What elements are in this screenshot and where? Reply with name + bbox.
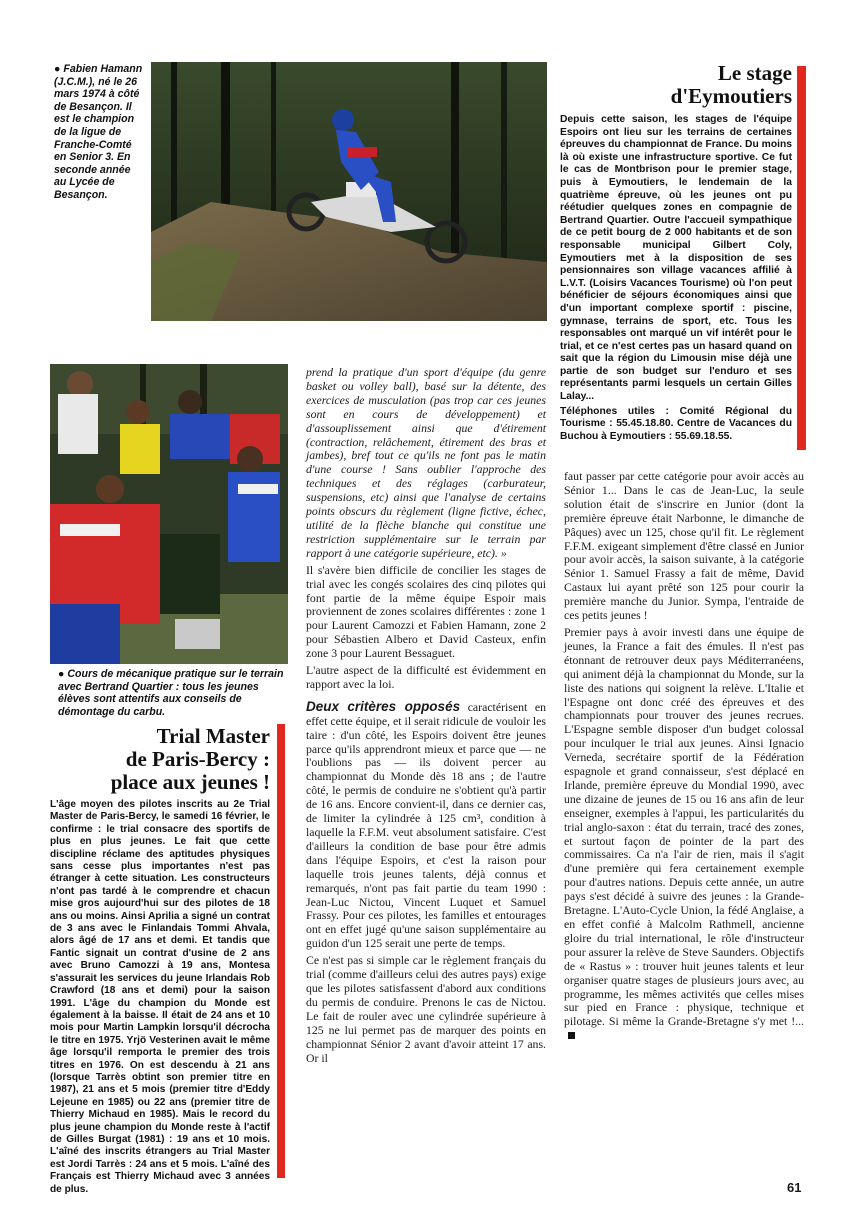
italic-intro: prend la pratique d'un sport d'équipe (du genre basket ou volley ball), basé sur la détente, des exercices de musculation (pas trop car ces jeunes sont en cours de développement) et d'assouplissement ainsi que d'étirement (contraction, relâchement, étirement des bras et jambes), bref tout ce qu'ils ne font pas le matin d'une course ! Sans oublier l'approche des techniques et des réglages (carburateur, suspensions, etc) ainsi que l'analyse de certains points obscurs du règlement (ligne fictive, échec, utilité de la flèche blanche qui constitue une restriction supplémentaire sur le terrain par rapport à une catégorie supérieure, etc). » [306, 365, 546, 560]
sidebar-eymoutiers [560, 62, 792, 443]
paragraph: L'autre aspect de la difficulté est évidemment en rapport avec la loi. [306, 663, 546, 691]
trial-master-title-line3: place aux jeunes ! [110, 770, 270, 794]
caption-text: Cours de mécanique pratique sur le terrain avec Bertrand Quartier : tous les jeunes élèves sont attentifs aux conseils de démontage du carbu. [58, 668, 284, 718]
caption-mechanic-lesson [58, 668, 292, 718]
photo-rider-on-rock [151, 62, 547, 321]
page-number: 61 [787, 1180, 802, 1195]
paragraph: Il s'avère bien difficile de concilier les stages de trial avec les congés scolaires des cinq pilotes qui font partie de la même équipe Espoir mais proviennent de zones scolaires différentes : zone 1 pour Laurent Camozzi et Fabien Hamann, zone 2 pour Sébastien Albero et David Casteux, enfin zone 3 pour Laurent Bessaguet. [306, 562, 546, 661]
trial-master-red-bar [277, 724, 285, 1178]
paragraph-text: Premier pays à avoir investi dans une équipe de jeunes, la France a fait des émules. Il n'est pas étonnant de retrouver deux pays Méditerranéens, qui animent déjà la championnat du Monde, sur la liste des nations qui soignent la relève. L'Italie et l'Espagne ont donc créé des épreuves et des championnats pour trouver des jeunes recrues. L'Espagne semble disposer d'un budget colossal pour inculquer le trial aux jeunes. Ainsi Ignacio Verneda, secrétaire sportif de la Fédération espagnole et grand connaisseur, s'est déplacé en Irlande, première épreuve du Mondial 1990, avec une dizaine de jeunes de 15 ou 16 ans afin de leur enseigner, exemples à l'appui, les particularités du trial anglo-saxon : état du terrain, tracé des zones, et surtout façon de pointer de la part des commissaires. Ca n'a l'air de rien, mais il s'agit d'une première qui fera certainement exemple pour d'autres nations. Depuis cette année, un autre pays s'est décidé à suivre des jeunes : la Grande-Bretagne. L'Auto-Cycle Union, la fédé Anglaise, a en effet confié à Malcolm Rathmell, ancienne gloire du trial international, le rôle d'instructeur pour assurer la relève de Steve Saunders. Objectifs de « Rastus » : trouver huit jeunes talents et leur organiser quatre stages de plusieurs jours avec, au programme, les mêmes activités que celles mises sur pied en France : physique, technique et pilotage. Si même la Grande-Bretagne s'y met !... [564, 624, 804, 1029]
caption-bullet: ● [54, 63, 61, 75]
caption-fabien-hamann [54, 63, 144, 202]
paragraph-text: caractérisent en effet cette équipe, et il serait ridicule de vouloir les taire : d'un côté, les Espoirs doivent être jeunes parce qu'ils apprendront mieux et parce que — ne l'oublions pas — ils doivent percer au championnat du Monde dès 18 ans ; de l'autre côté, le permis de conduire ne s'obtient qu'à partir de 16 ans. Encore convient-il, dans ce dernier cas, de limiter la cylindrée à 125 cm³, condition à laquelle la F.F.M. veut absolument satisfaire. C'est d'ailleurs la condition de base pour être admis dans l'équipe Espoirs, et c'est la raison pour laquelle trois jeunes talents, déjà connus et remarqués, n'ont pas fait partie du team 1990 : Jean-Luc Nictou, Vincent Luquet et Samuel Frassy. Pour ces pilotes, les familles et entourages ont en effet jugé qu'une saison supplémentaire au guidon d'un 125 serait une perte de temps. [306, 699, 547, 951]
paragraph-with-lead [306, 700, 546, 951]
sidebar-title-line2: d'Eymoutiers [670, 84, 792, 108]
paragraph-with-endmark [564, 626, 804, 1043]
trial-master-box [50, 725, 270, 1196]
caption-text: Fabien Hamann (J.C.M.), né le 26 mars 1974 à côté de Besançon. Il est le champion de la ligue de Franche-Comté en Senior 3. En seconde année au Lycée de Besançon. [54, 63, 143, 201]
end-of-article-mark [568, 1032, 575, 1039]
sidebar-body: Depuis cette saison, les stages de l'équipe Espoirs ont lieu sur les terrains de certaines épreuves du championnat de France. Du moins là où existe une infrastructure sportive. Ce fut le cas de Montbrison pour le premier stage, puis à Eymoutiers, le lendemain de la quatrième épreuve, où les jeunes ont pu réétudier quelques zones en compagnie de Bertrand Quartier. Outre l'accueil sympathique de ce petit bourg de 2 000 habitants et de son responsable municipal Gilbert Coly, Eymoutiers met à la disposition de ses pensionnaires son village vacances affilié à L.V.T. (Loisirs Vacances Tourisme) où l'on peut bénéficier de séjours économiques ainsi que d'un important complexe sportif : piscine, gymnase, terrains de sport, etc. Tous les responsables ont marqué un vif intérêt pour le trial, et ce n'est certes pas un hasard quand on sait que la région du Limousin mise déjà une partie de son budget sur l'enduro et ses représentants parmi lesquels un certain Gilles Lalay... [560, 114, 792, 403]
trial-master-title-line1: Trial Master [156, 724, 270, 748]
sidebar-red-bar [797, 66, 806, 450]
article-column-right [564, 470, 804, 1046]
trial-master-title-line2: de Paris-Bercy : [125, 747, 270, 771]
paragraph: Ce n'est pas si simple car le règlement français du trial (comme d'ailleurs celui des autres pays) exige que les pilotes satisfassent d'abord aux conditions du permis de conduire. Prenons le cas de Nictou. Le fait de rouler avec une cylindrée supérieure à 125 ne lui permet pas de marquer des points en championnat Sénior 2 avant d'avoir atteint 17 ans. Or il [306, 953, 546, 1065]
sidebar-phones: Téléphones utiles : Comité Régional du Tourisme : 55.45.18.80. Centre de Vacances du Buchou à Eymoutiers : 55.69.18.55. [560, 405, 792, 442]
photo-mechanic-lesson [50, 364, 288, 664]
article-column-middle [306, 366, 546, 1068]
paragraph: faut passer par cette catégorie pour avoir accès au Sénior 1... Dans le cas de Jean-Luc, la seule solution était de s'inscrire en Junior (dont la première épreuve était Narbonne, le dimanche de Pâques) avec un 125, chose qu'il fit. Le règlement F.F.M. exigeant simplement d'être classé en Junior pour avoir accès, la saison suivante, à la catégorie Sénior 1. Samuel Frassy a fait de même, David Castaux lui ayant prêté son 125 pour courir la première manche du Junior. Sympa, l'entraide de ces petits jeunes ! [564, 469, 804, 623]
trial-master-body: L'âge moyen des pilotes inscrits au 2e Trial Master de Paris-Bercy, le samedi 16 février, le confirme : le trial consacre des sportifs de plus en plus jeunes. Le fait que cette discipline réclame des aptitudes physiques sans cesse plus importantes n'est pas étranger à cette situation. Les constructeurs n'ont pas tardé à le comprendre et chacun mise gros aujourd'hui sur des pilotes de 18 ans ou moins. Ainsi Aprilia a signé un contrat de 3 ans avec le Finlandais Tommi Ahvala, alors âgé de 17 ans et demi. Et tandis que Fantic signait un contrat d'usine de 2 ans avec Bruno Camozzi à 19 ans, Montesa s'assurait les services du jeune Irlandais Rob Crawford (18 ans et demi) pour la saison 1991. L'âge du champion du Monde est également à la baisse. Il était de 24 ans et 10 mois pour Martin Lampkin lorsqu'il décrocha le titre en 1975. Yrjö Vesterinen avait le même âge lorsqu'il remporta le premier des trois titres en 1976. On est descendu à 21 ans (lorsque Tarrès obtint son premier titre en 1987), 21 ans et 5 mois (premier titre d'Eddy Lejeune en 1985) ou 22 ans (premier titre de Thierry Michaud en 1985). Mais le record du plus jeune champion du Monde reste à l'actif de Gilles Burgat (1981) : 19 ans et 10 mois. L'aîné des inscrits étrangers au Trial Master est Jordi Tarrès : 24 ans et 5 mois. L'aîné des Français est Thierry Michaud avec 3 années de plus. [50, 799, 270, 1195]
sidebar-title-line1: Le stage [717, 61, 792, 85]
lead-in-heading: Deux critères opposés [306, 698, 461, 714]
caption-bullet: ● [58, 668, 65, 680]
